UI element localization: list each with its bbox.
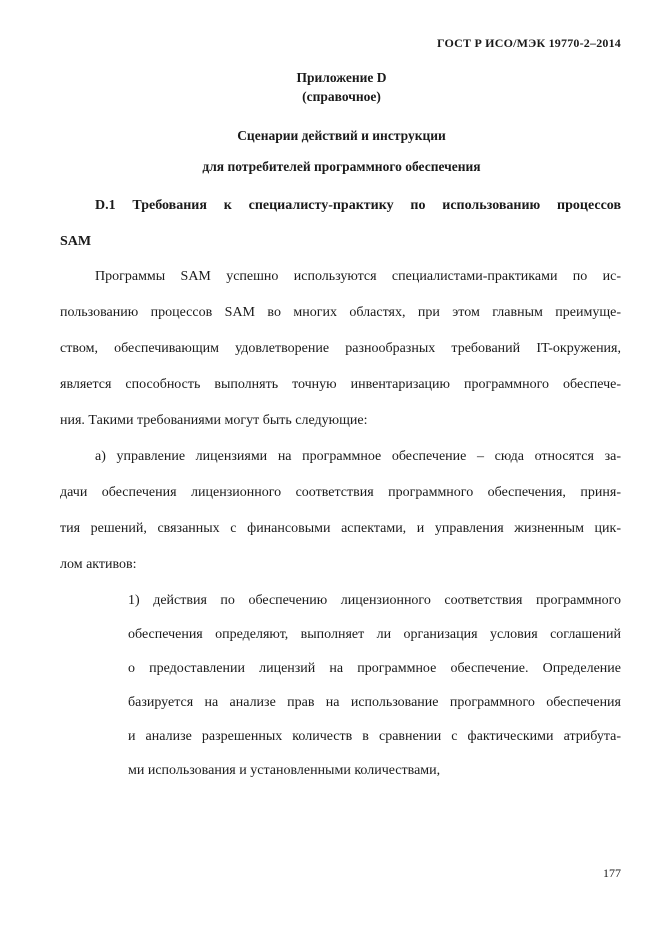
paragraph-line: ния. Такими требованиями могут быть следующие: <box>60 413 368 428</box>
list-item-line: тия решений, связанных с финансовыми аспектами, и управления жизненным цик- <box>60 521 621 536</box>
sub-item-line: обеспечения определяют, выполняет ли организация условия соглашений <box>128 627 621 642</box>
standard-code: ГОСТ Р ИСО/МЭК 19770-2–2014 <box>436 36 621 50</box>
section-heading-line: SAM <box>60 234 92 249</box>
sub-item-line: базируется на анализе прав на использование программного обеспечения <box>128 695 621 710</box>
paragraph-1 <box>60 259 621 439</box>
title-line-2: для потребителей программного обеспечения <box>202 159 481 174</box>
sub-item-line: ми использования и установленными количествами, <box>128 763 441 778</box>
page-number: 177 <box>603 866 621 880</box>
list-item-a1 <box>128 584 621 788</box>
appendix-type: (справочное) <box>302 89 381 104</box>
section-heading-line: D.1 Требования к специалисту-практику по использованию процессов <box>95 198 621 213</box>
title-line-1: Сценарии действий и инструкции <box>237 128 446 143</box>
list-item-line: дачи обеспечения лицензионного соответствия программного обеспечения, приня- <box>60 485 621 500</box>
sub-item-line: 1) действия по обеспечению лицензионного соответствия программного <box>128 593 621 608</box>
paragraph-line: ством, обеспечивающим удовлетворение разнообразных требований IT-окружения, <box>60 341 621 356</box>
appendix-heading <box>0 68 661 106</box>
appendix-label: Приложение D <box>296 70 387 85</box>
appendix-title <box>0 120 661 182</box>
sub-item-line: о предоставлении лицензий на программное обеспечение. Определение <box>128 661 621 676</box>
paragraph-line: пользованию процессов SAM во многих областях, при этом главным преимуще- <box>60 305 621 320</box>
paragraph-line: Программы SAM успешно используются специалистами-практиками по ис- <box>95 269 621 284</box>
section-heading <box>60 188 621 260</box>
sub-item-line: и анализе разрешенных количеств в сравнении с фактическими атрибута- <box>128 729 621 744</box>
list-item-line: лом активов: <box>60 557 137 572</box>
paragraph-line: является способность выполнять точную инвентаризацию программного обеспече- <box>60 377 621 392</box>
list-item-a <box>60 439 621 583</box>
list-item-line: а) управление лицензиями на программное обеспечение – сюда относятся за- <box>95 449 621 464</box>
